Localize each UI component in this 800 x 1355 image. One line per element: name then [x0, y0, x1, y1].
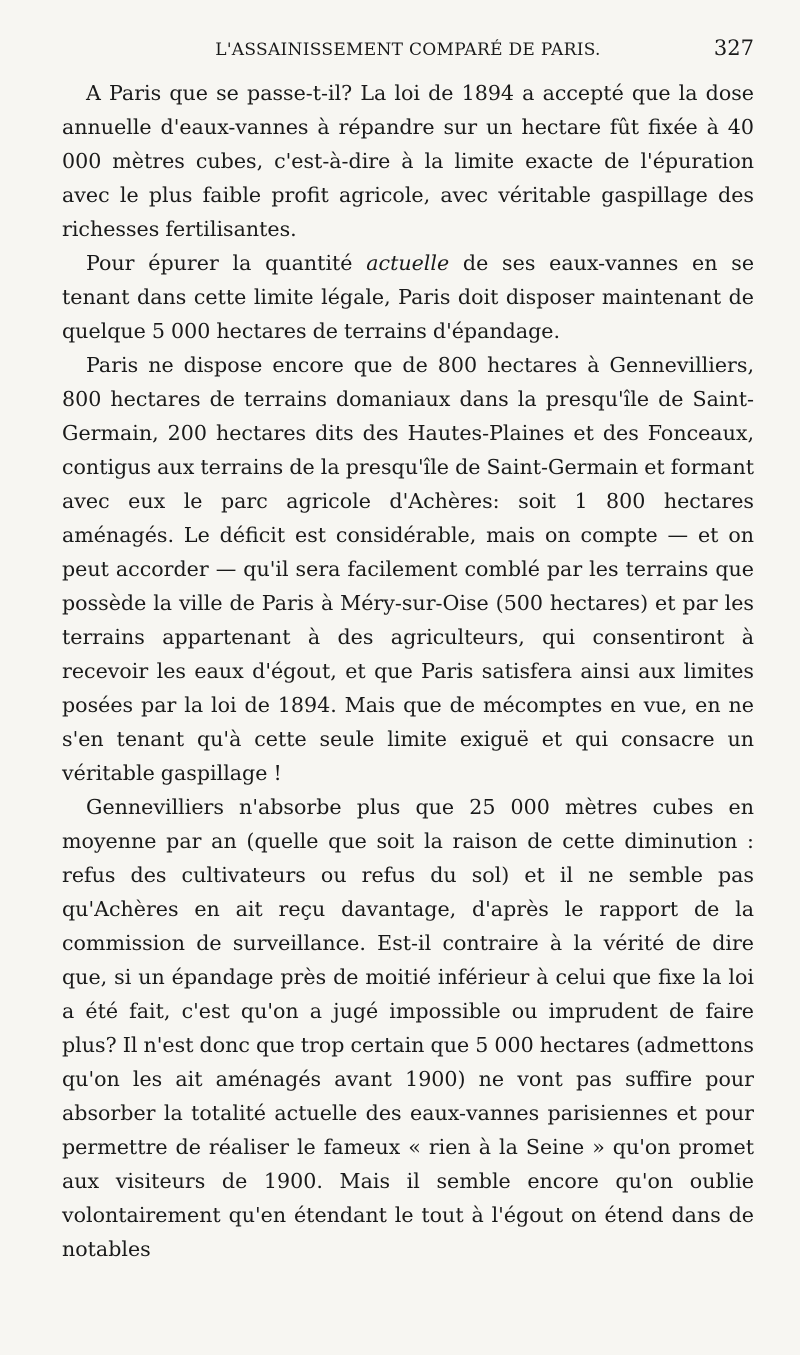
paragraph-3: Paris ne dispose encore que de 800 hectares à Gennevilliers, 800 hectares de terrains domaniaux dans la presqu'île de Saint-Germain, 200 hectares dits des Hautes-Plaines et des Fonceaux, contigus aux terrains de la presqu'île de Saint-Germain et formant avec eux le parc agricole d'Achères: soit 1 800 hectares aménagés. Le déficit est considérable, mais on compte — et on peut accorder — qu'il sera facilement comblé par les terrains que possède la ville de Paris à Méry-sur-Oise (500 hectares) et par les terrains appartenant à des agriculteurs, qui consentiront à recevoir les eaux d'égout, et que Paris satisfera ainsi aux limites posées par la loi de 1894. Mais que de mécomptes en vue, en ne s'en tenant qu'à cette seule limite exiguë et qui consacre un véritable gaspillage !	[62, 353, 754, 785]
running-title: L'ASSAINISSEMENT COMPARÉ DE PARIS.	[215, 40, 601, 60]
paragraph-4: Gennevilliers n'absorbe plus que 25 000 mètres cubes en moyenne par an (quelle que soit la raison de cette diminution : refus des cultivateurs ou refus du sol) et il ne semble pas qu'Achères en ait reçu davantage, d'après le rapport de la commission de surveillance. Est-il contraire à la vérité de dire que, si un épandage près de moitié inférieur à celui que fixe la loi a été fait, c'est qu'on a jugé impossible ou imprudent de faire plus? Il n'est donc que trop certain que 5 000 hectares (admettons qu'on les ait aménagés avant 1900) ne vont pas suffire pour absorber la totalité actuelle des eaux-vannes parisiennes et pour permettre de réaliser le fameux « rien à la Seine » qu'on promet aux visiteurs de 1900. Mais il semble encore qu'on oublie volontairement qu'en étendant le tout à l'égout on étend dans de notables	[62, 795, 754, 1261]
paragraph-1: A Paris que se passe-t-il? La loi de 1894 a accepté que la dose annuelle d'eaux-vannes à répandre sur un hectare fût fixée à 40 000 mètres cubes, c'est-à-dire à la limite exacte de l'épuration avec le plus faible profit agricole, avec véritable gaspillage des richesses fertilisantes.	[62, 81, 754, 241]
page-header	[62, 36, 754, 74]
paragraph-2-start: Pour épurer la quantité	[86, 251, 367, 275]
paragraph-2	[62, 246, 754, 348]
page-number: 327	[713, 36, 754, 60]
emphasis-actuelle: actuelle	[366, 251, 450, 275]
paragraph-2-end: de ses eaux-vannes en se tenant dans cette limite légale, Paris doit disposer maintenant de quelque 5 000 hectares de terrains d'épandage.	[62, 251, 755, 343]
body-text	[62, 76, 754, 1266]
